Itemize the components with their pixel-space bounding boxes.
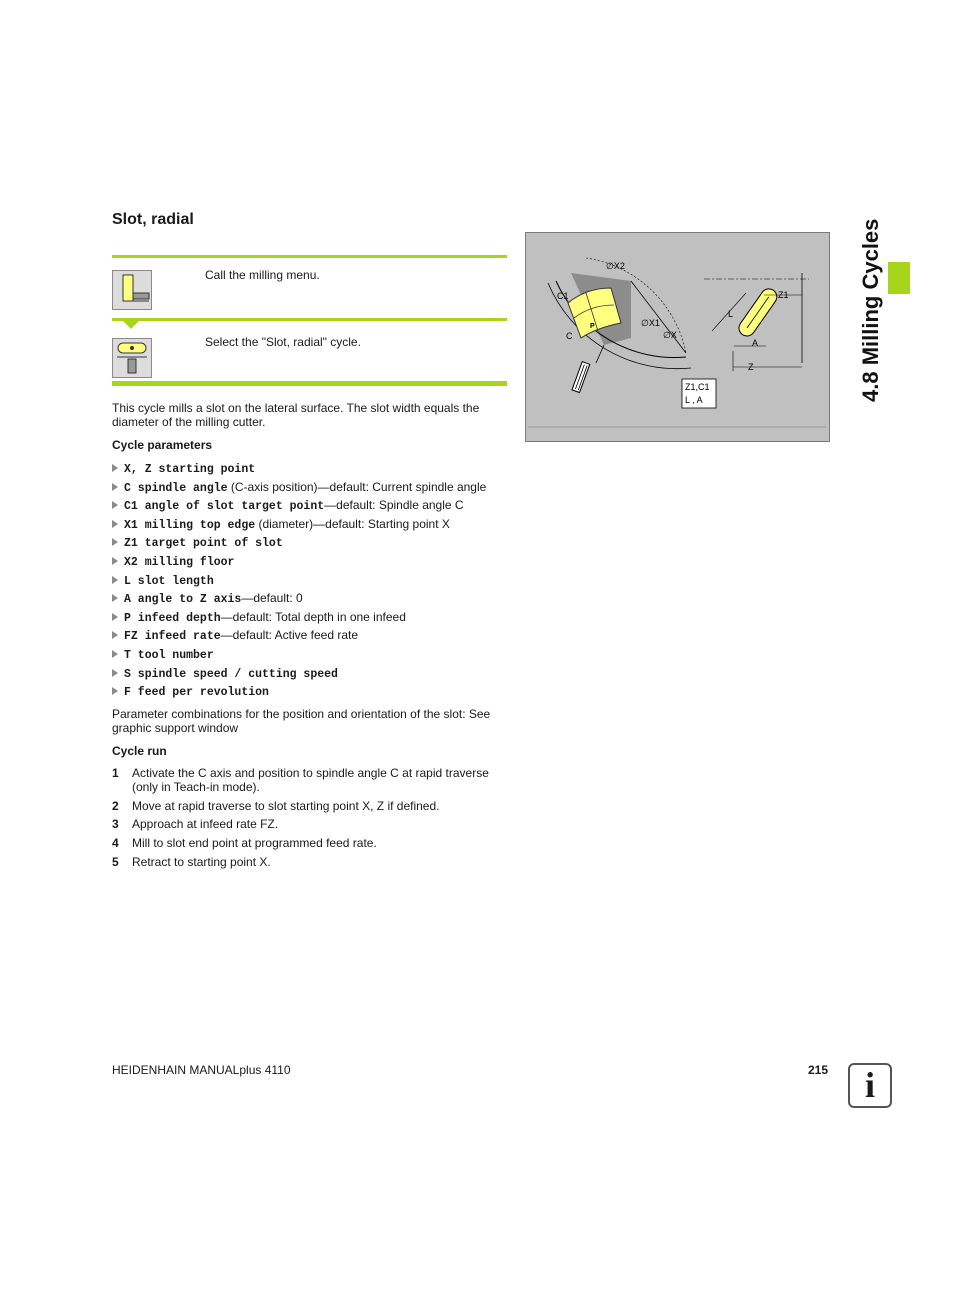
parameter-list: [112, 459, 522, 701]
arrow-down-icon: [122, 320, 140, 329]
step-description: Retract to starting point X.: [132, 854, 271, 869]
bullet-arrow-icon: [112, 594, 118, 602]
bullet-arrow-icon: [112, 576, 118, 584]
parameter-code: X, Z starting point: [124, 463, 256, 476]
cycle-parameters-heading: Cycle parameters: [112, 438, 213, 452]
label-c: C: [566, 331, 573, 341]
step-divider: [112, 255, 507, 258]
parameter-item: [112, 626, 522, 645]
parameter-code: C1 angle of slot target point: [124, 500, 325, 514]
parameter-code: P infeed depth: [124, 611, 221, 625]
info-glyph: i: [864, 1065, 875, 1105]
parameter-desc: (C-axis position)—default: Current spindle angle: [227, 479, 487, 494]
parameter-item: [112, 571, 522, 590]
label-z1: Z1: [778, 290, 789, 300]
step-description: Move at rapid traverse to slot starting point X, Z if defined.: [132, 798, 440, 813]
step-number: 1: [112, 766, 119, 780]
bullet-arrow-icon: [112, 613, 118, 621]
bullet-arrow-icon: [112, 501, 118, 509]
parameter-code: A angle to Z axis: [124, 593, 242, 607]
graphic-support-window: [525, 232, 830, 442]
parameter-item: [112, 682, 522, 701]
bullet-arrow-icon: [112, 650, 118, 658]
bullet-arrow-icon: [112, 520, 118, 528]
combination-paragraph: Parameter combinations for the position and orientation of the slot: See graphic support window: [112, 707, 491, 735]
slot-radial-cycle-icon: [112, 338, 152, 378]
parameter-desc: —default: Spindle angle C: [324, 498, 464, 513]
label-p: P: [590, 323, 595, 330]
parameter-code: FZ infeed rate: [124, 630, 221, 644]
chapter-marker: [888, 262, 910, 294]
info-icon: [848, 1063, 892, 1108]
parameter-item: [112, 533, 522, 552]
cycle-run-step: [112, 855, 512, 869]
label-a: A: [752, 338, 759, 348]
step-description: Mill to slot end point at programmed feed rate.: [132, 836, 377, 851]
label-x1: ∅X1: [641, 318, 660, 328]
cycle-run-step: [112, 817, 512, 831]
bullet-arrow-icon: [112, 687, 118, 695]
step-number: 2: [112, 798, 119, 813]
parameter-desc: (diameter)—default: Starting point X: [255, 516, 450, 531]
page-number: 215: [808, 1063, 829, 1077]
step-number: 4: [112, 836, 119, 851]
parameter-code: T tool number: [124, 648, 214, 662]
parameter-item: [112, 478, 522, 497]
parameter-code: L slot length: [124, 574, 214, 588]
combo-line-1: Z1,C1: [685, 382, 710, 392]
parameter-code: F feed per revolution: [124, 686, 269, 700]
step-text: Select the "Slot, radial" cycle.: [205, 335, 361, 349]
label-x2: ∅X2: [606, 261, 625, 271]
footer-product: HEIDENHAIN MANUALplus 4110: [112, 1063, 291, 1077]
parameter-item: [112, 645, 522, 664]
parameter-code: X1 milling top edge: [124, 518, 256, 532]
bullet-arrow-icon: [112, 631, 118, 639]
parameter-code: Z1 target point of slot: [124, 537, 283, 551]
bullet-arrow-icon: [112, 669, 118, 677]
parameter-item: [112, 459, 522, 478]
parameter-item: [112, 552, 522, 571]
step-number: 5: [112, 854, 119, 869]
step-description: Activate the C axis and position to spindle angle C at rapid traverse (only in Teach-in mode).: [132, 766, 489, 794]
parameter-item: [112, 589, 522, 608]
bullet-arrow-icon: [112, 464, 118, 472]
parameter-item: [112, 515, 522, 534]
section-title: Slot, radial: [112, 211, 194, 228]
cycle-run-heading: Cycle run: [112, 744, 167, 758]
intro-paragraph: This cycle mills a slot on the lateral surface. The slot width equals the diameter of the milling cutter.: [112, 401, 480, 429]
parameter-desc: —default: Active feed rate: [220, 628, 359, 643]
chapter-title: [844, 212, 888, 402]
chapter-title-text: 4.8 Milling Cycles: [858, 218, 883, 402]
label-x: ∅X: [663, 330, 677, 340]
cycle-run-list: [112, 766, 512, 873]
parameter-item: [112, 608, 522, 627]
parameter-item: [112, 496, 522, 515]
parameter-item: [112, 664, 522, 683]
cycle-run-step: [112, 799, 512, 813]
parameter-code: X2 milling floor: [124, 555, 235, 569]
step-description: Approach at infeed rate FZ.: [132, 817, 279, 832]
parameter-desc: —default: 0: [241, 591, 303, 606]
cycle-run-step: [112, 836, 512, 850]
label-z: Z: [748, 362, 754, 372]
step-divider: [112, 381, 507, 386]
step-divider: [112, 318, 507, 321]
label-l: L: [728, 309, 734, 319]
bullet-arrow-icon: [112, 538, 118, 546]
bullet-arrow-icon: [112, 557, 118, 565]
label-c1: C1: [557, 291, 569, 301]
bullet-arrow-icon: [112, 483, 118, 491]
parameter-code: C spindle angle: [124, 481, 228, 495]
parameter-code: S spindle speed / cutting speed: [124, 667, 338, 681]
cycle-run-step: [112, 766, 512, 794]
parameter-desc: —default: Total depth in one infeed: [220, 609, 406, 624]
step-number: 3: [112, 817, 119, 832]
combo-line-2: L , A: [685, 395, 703, 405]
step-text: Call the milling menu.: [205, 268, 320, 282]
milling-menu-icon: [112, 270, 152, 310]
